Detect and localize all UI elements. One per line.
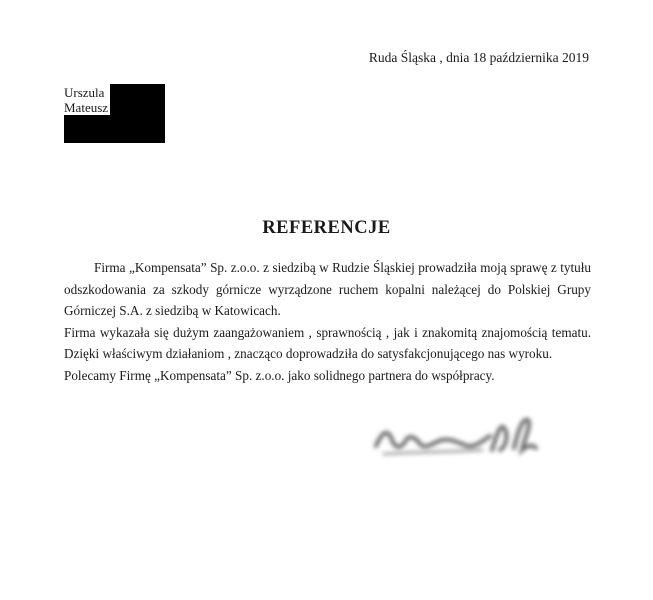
document-title: REFERENCJE (262, 218, 391, 238)
signature-image (372, 410, 542, 462)
sender-block (64, 85, 108, 115)
paragraph-intro: Firma „Kompensata” Sp. z.o.o. z siedzibą w Rudzie Śląskiej prowadziła moją sprawę z tytułu odszkodowania za szkody górnicze wyrządzone ruchem kopalni należącej do Polskiej Grupy Górniczej S.A. z siedzibą w Katowicach. (64, 260, 591, 318)
redaction-box (64, 115, 165, 143)
paragraph-assessment: Firma wykazała się dużym zaangażowaniem , sprawnością , jak i znakomitą znajomością tematu. Dzięki właściwym działaniom , znacząco doprowadziła do satysfakcjonującego nas wyroku. (64, 324, 591, 361)
paragraph-recommendation: Polecamy Firmę „Kompensata” Sp. z.o.o. jako solidnego partnera do współpracy. (64, 367, 495, 383)
document-body (64, 257, 591, 386)
place-date-line: Ruda Śląska , dnia 18 października 2019 (368, 50, 589, 65)
redaction-box (110, 84, 165, 118)
sender-name-line2: Mateusz (64, 100, 109, 115)
sender-name-line1: Urszula (64, 85, 105, 100)
